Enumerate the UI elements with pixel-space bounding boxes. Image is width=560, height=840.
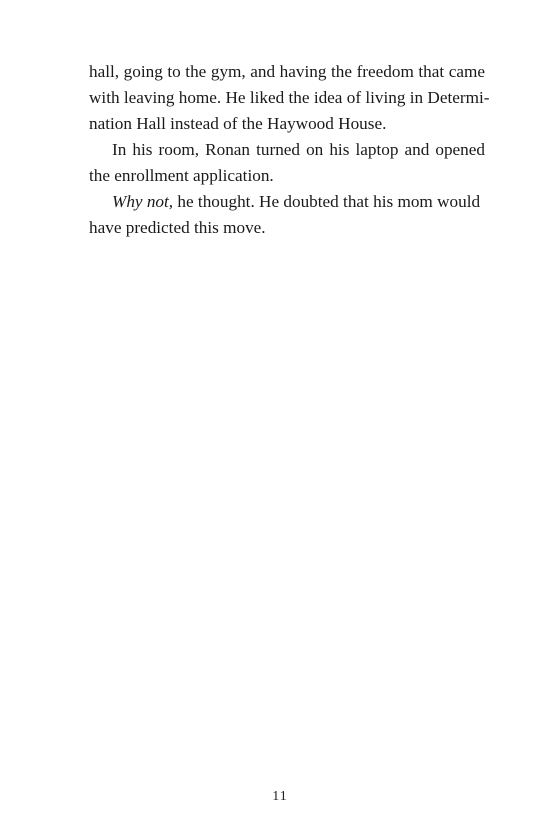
text-line: hall, going to the gym, and having the freedom that came — [89, 62, 485, 81]
italic-phrase: Why not, — [112, 192, 174, 211]
text-line: the enrollment application. — [89, 166, 274, 185]
text-line: nation Hall instead of the Haywood House. — [89, 114, 387, 133]
text-line: have predicted this move. — [89, 218, 266, 237]
text-line: In his room, Ronan turned on his laptop and opened — [112, 140, 485, 159]
text-run: he thought. He doubted that his mom would — [173, 192, 481, 211]
text-line — [89, 189, 485, 215]
text-line: with leaving home. He liked the idea of living in Determi- — [89, 88, 490, 107]
page-number: 11 — [272, 789, 288, 804]
body-text — [89, 59, 490, 241]
